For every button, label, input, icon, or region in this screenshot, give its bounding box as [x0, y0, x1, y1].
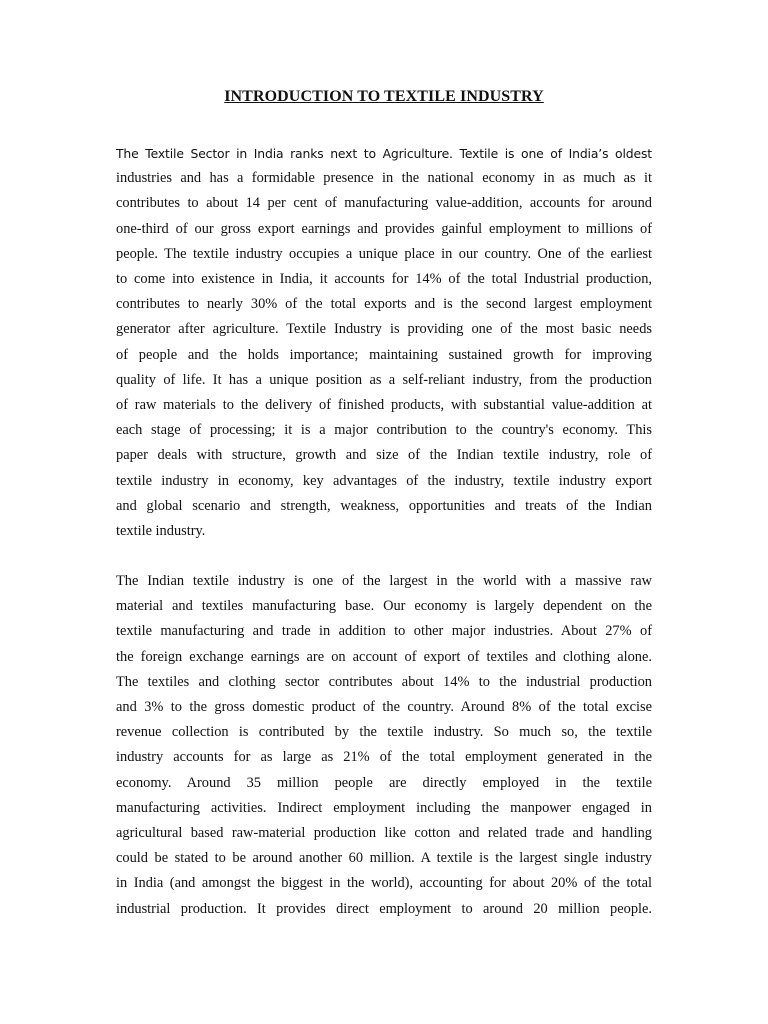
paragraph-line: and 3% to the gross domestic product of the country. Around 8% of the total excise: [116, 699, 652, 716]
page-title: INTRODUCTION TO TEXTILE INDUSTRY: [224, 88, 544, 105]
paragraph-line: generator after agriculture. Textile Industry is providing one of the most basic needs: [116, 321, 652, 338]
paragraph-line: textile manufacturing and trade in addition to other major industries. About 27% of: [116, 623, 652, 640]
paragraph-line: and global scenario and strength, weakness, opportunities and treats of the Indian: [116, 497, 652, 514]
paragraph-line: contributes to nearly 30% of the total exports and is the second largest employment: [116, 296, 652, 313]
paragraph-line: of raw materials to the delivery of finished products, with substantial value-addition at: [116, 397, 652, 414]
paragraph-line: The Textile Sector in India ranks next to Agriculture. Textile is one of India’s oldest: [116, 146, 652, 161]
paragraph-line: contributes to about 14 per cent of manufacturing value-addition, accounts for around: [116, 195, 652, 212]
paragraph-line: industrial production. It provides direct employment to around 20 million people.: [116, 900, 652, 917]
paragraph-line: industry accounts for as large as 21% of the total employment generated in the: [116, 749, 652, 766]
paragraph-line: paper deals with structure, growth and size of the Indian textile industry, role of: [116, 447, 652, 464]
paragraph-2: [116, 569, 652, 922]
paragraph-line: of people and the holds importance; maintaining sustained growth for improving: [116, 346, 652, 363]
paragraph-line: economy. Around 35 million people are directly employed in the textile: [116, 774, 652, 791]
paragraph-line: agricultural based raw-material production like cotton and related trade and handling: [116, 825, 652, 842]
paragraph-line: one-third of our gross export earnings and provides gainful employment to millions of: [116, 220, 652, 237]
paragraph-line: textile industry in economy, key advantages of the industry, textile industry export: [116, 472, 652, 489]
paragraph-line: people. The textile industry occupies a unique place in our country. One of the earliest: [116, 245, 652, 262]
paragraph-line: manufacturing activities. Indirect employment including the manpower engaged in: [116, 799, 652, 816]
paragraph-line: quality of life. It has a unique position as a self-reliant industry, from the production: [116, 371, 652, 388]
paragraph-line: each stage of processing; it is a major contribution to the country's economy. This: [116, 422, 652, 439]
paragraph-line: in India (and amongst the biggest in the world), accounting for about 20% of the total: [116, 875, 652, 892]
paragraph-line: The Indian textile industry is one of the largest in the world with a massive raw: [116, 573, 652, 589]
paragraph-line: revenue collection is contributed by the textile industry. So much so, the textile: [116, 724, 652, 741]
paragraph-line: The textiles and clothing sector contributes about 14% to the industrial production: [116, 673, 652, 690]
paragraph-line: could be stated to be around another 60 million. A textile is the largest single industry: [116, 850, 652, 867]
paragraph-line: material and textiles manufacturing base. Our economy is largely dependent on the: [116, 598, 652, 615]
paragraph-line: industries and has a formidable presence in the national economy in as much as it: [116, 170, 652, 187]
paragraph-line: the foreign exchange earnings are on account of export of textiles and clothing alone.: [116, 648, 652, 665]
paragraph-line: textile industry.: [116, 523, 206, 540]
paragraph-line: to come into existence in India, it accounts for 14% of the total Industrial production,: [116, 271, 652, 288]
paragraph-1: [116, 141, 652, 544]
